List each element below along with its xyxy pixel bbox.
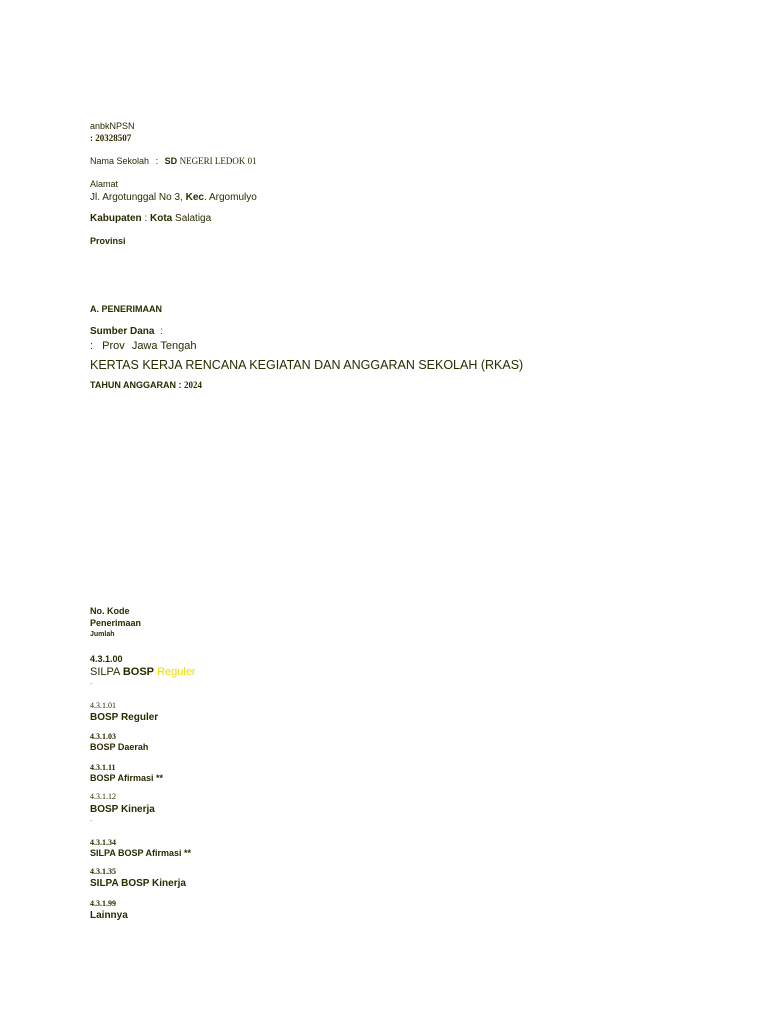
- sumber-dana-row: [90, 326, 163, 338]
- row-name: Lainnya: [90, 910, 128, 921]
- row-code: 4.3.1.12: [90, 792, 116, 801]
- alamat-kec-label: Kec: [185, 192, 204, 203]
- row-code: 4.3.1.11: [90, 763, 116, 772]
- tahun-label: TAHUN ANGGARAN :: [90, 380, 182, 390]
- prov-value: Jawa Tengah: [131, 340, 197, 352]
- tahun-value: 2024: [184, 380, 203, 390]
- column-penerimaan: Penerimaan: [90, 618, 142, 628]
- kabupaten-value: Salatiga: [175, 213, 212, 224]
- row-name: [90, 666, 196, 679]
- document-title: KERTAS KERJA RENCANA KEGIATAN DAN ANGGARAN SEKOLAH (RKAS): [90, 358, 524, 372]
- kabupaten-label: Kabupaten: [90, 213, 142, 224]
- alamat-street: Jl. Argotunggal No 3,: [90, 192, 183, 203]
- sumber-dana-label: Sumber Dana: [90, 326, 155, 337]
- row-name: BOSP Afirmasi **: [90, 773, 164, 783]
- row-code: 4.3.1.00: [90, 654, 123, 664]
- prov-label: Prov: [102, 340, 125, 352]
- row-name: BOSP Kinerja: [90, 804, 155, 815]
- row-code: 4.3.1.01: [90, 701, 116, 710]
- prov-row: [90, 340, 196, 353]
- column-kode: No. Kode: [90, 606, 130, 616]
- row-name: BOSP Daerah: [90, 742, 149, 752]
- row-name-silpa: SILPA: [90, 666, 120, 678]
- row-name-bosp: BOSP: [122, 666, 155, 678]
- prov-sep: :: [90, 340, 94, 352]
- nama-sekolah-label: Nama Sekolah: [90, 156, 150, 166]
- tahun-row: [90, 380, 202, 390]
- row-code: 4.3.1.34: [90, 838, 116, 847]
- row-code: 4.3.1.35: [90, 867, 116, 876]
- row-dash: -: [90, 679, 93, 688]
- sumber-dana-sep: :: [160, 326, 164, 337]
- row-name: SILPA BOSP Kinerja: [90, 878, 186, 889]
- row-code: 4.3.1.03: [90, 732, 116, 741]
- provinsi-label: Provinsi: [90, 236, 126, 246]
- alamat-label: Alamat: [90, 179, 119, 189]
- alamat-row: [90, 192, 257, 204]
- npsn-value: : 20328507: [90, 133, 132, 143]
- row-dash: -: [90, 816, 93, 825]
- kabupaten-sep: :: [144, 213, 148, 224]
- alamat-kec-value: . Argomulyo: [203, 192, 257, 203]
- row-code: 4.3.1.99: [90, 899, 116, 908]
- nama-sekolah-value: NEGERI LEDOK 01: [179, 156, 257, 166]
- column-jumlah: Jumlah: [90, 631, 115, 638]
- row-name-reguler: Reguler: [157, 666, 196, 678]
- kabupaten-row: [90, 213, 211, 225]
- npsn-label: anbkNPSN: [90, 121, 135, 131]
- section-title: A. PENERIMAAN: [90, 304, 163, 314]
- nama-sekolah-prefix: SD: [164, 156, 178, 166]
- nama-sekolah-sep: :: [155, 156, 159, 166]
- row-name: BOSP Reguler: [90, 712, 159, 723]
- nama-sekolah-row: [90, 156, 257, 166]
- row-name: SILPA BOSP Afirmasi **: [90, 848, 192, 858]
- kabupaten-kota: Kota: [150, 213, 173, 224]
